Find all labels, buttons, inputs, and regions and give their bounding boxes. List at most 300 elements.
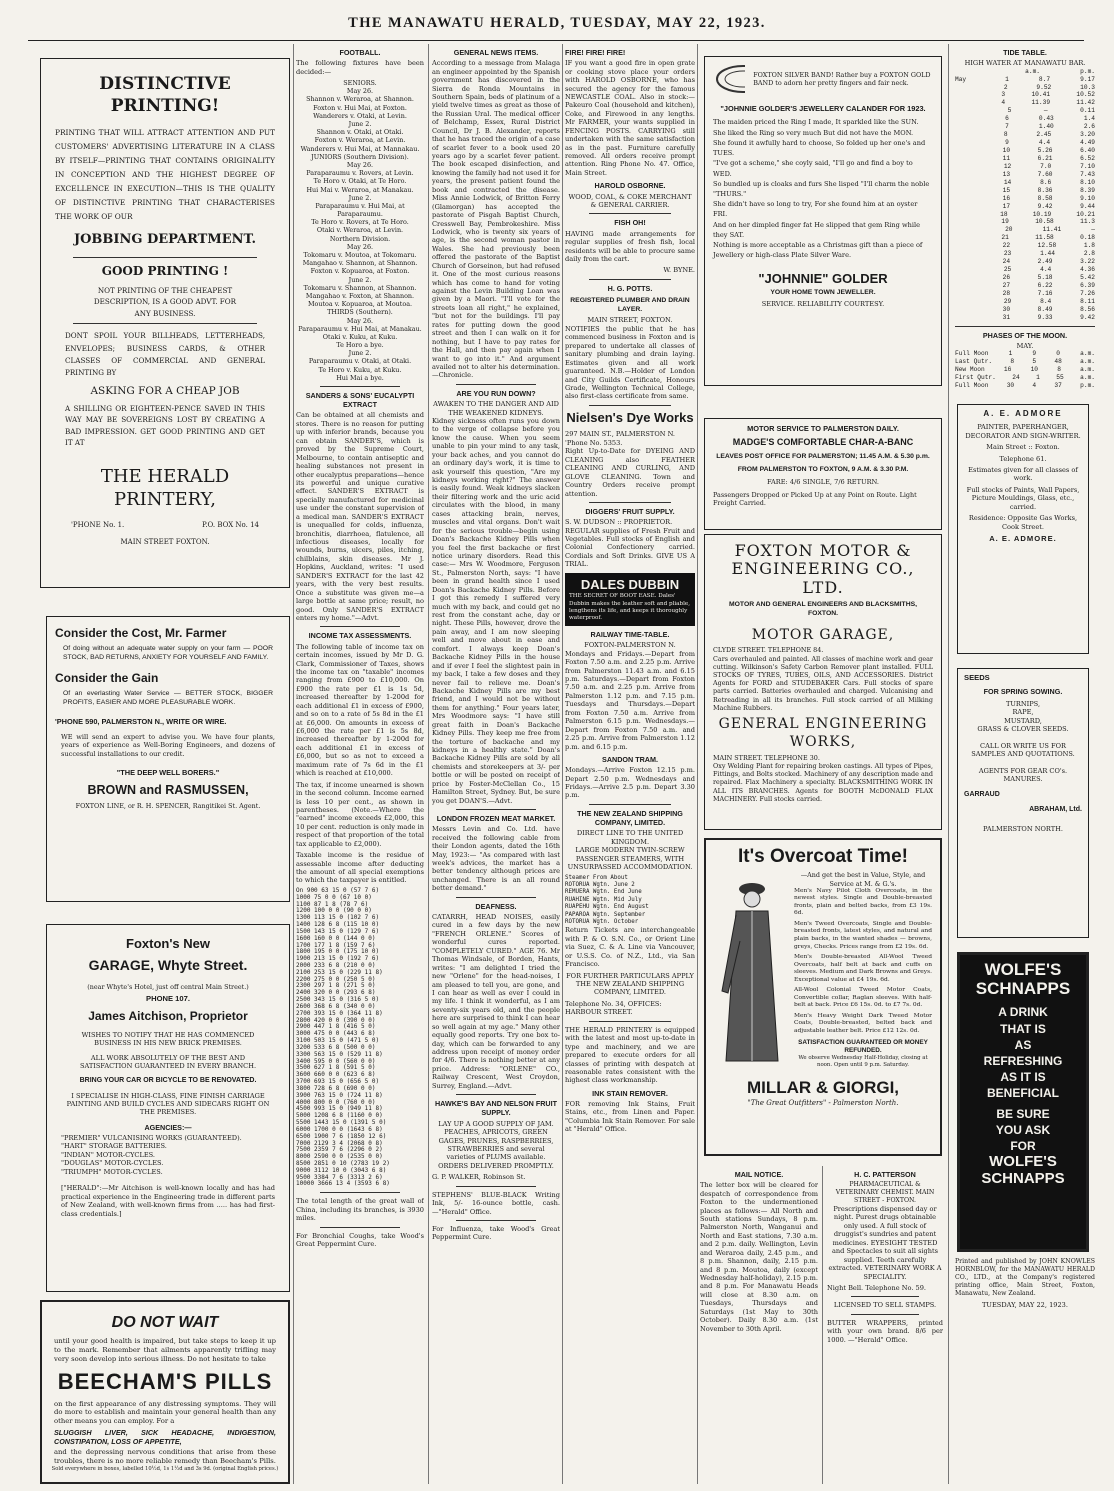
income-tax-table	[296, 888, 424, 1188]
table-row: 9000 3112 10 0 (3043 6 8)	[296, 1166, 387, 1174]
divider	[456, 1186, 536, 1187]
table-cell: Last Qutr.	[955, 358, 993, 366]
news-title: GENERAL NEWS ITEMS.	[453, 48, 539, 57]
printing-ad-address: MAIN STREET FOXTON.	[120, 537, 210, 546]
garage-ad-agency-list	[61, 1134, 275, 1176]
wolfes-line: WOLFE'S SCHNAPPS	[981, 1153, 1065, 1187]
table-row: 3200 533 6 8 (500 0 0)	[296, 1043, 376, 1051]
list-item: Paraparaumu v. Hui Mai, at Paraparaumu.	[315, 201, 405, 219]
column-divider	[822, 1166, 823, 1484]
tide-month	[955, 274, 975, 282]
list-item: She liked the Ring so very much But did not have the MON.	[713, 128, 914, 137]
overcoat-ad	[704, 838, 942, 1156]
list-item: Men's Tweed Overcoats, Single and Double-breasted fronts, latest styles, and natural and plain backs, in the wanted shades — browns, greys, Checks. Prices range from £2 19s. 6d.	[794, 920, 932, 950]
table-cell: 4.49	[1080, 139, 1095, 147]
hawkes-body: LAY UP A GOOD SUPPLY OF JAM. PEACHES, APRICOTS, GREEN GAGES, PRUNES, RASPBERRIES, STRAWBERRIES and several varieties of PLUMS available. ORDERS DELIVERED PROMPTLY.	[438, 1119, 554, 1170]
list-item: May 26.	[346, 160, 374, 169]
ship-table	[565, 875, 695, 927]
tide-header-cell: a.m.	[1025, 67, 1040, 75]
list-item: "I've got a scheme," she coyly said, "I'll go and find a boy to WED.	[713, 159, 913, 178]
list-item: Paraparaumu v. Otaki, at Otaki.	[308, 357, 412, 366]
table-cell: 2.49	[1037, 258, 1053, 266]
table-cell: Full Moon	[955, 382, 989, 390]
list-item: Residence: Opposite Gas Works, Cook Street.	[968, 514, 1078, 531]
table-cell: 6.52	[1080, 154, 1095, 162]
farmer-ad-b3: WE will send an expert to advise you. We have four plants, years of experience as Well-Boring Engineers, and dozens of successful installations to our credit.	[61, 732, 275, 758]
beecham-ad-b4: and the depressing nervous conditions that arise from these troubles, there is no more reliable remedy than Beecham's Pills.	[54, 1448, 276, 1465]
table-row: 1900 213 15 0 (192 7 6)	[296, 955, 380, 963]
wolfes-line: AS	[1014, 1037, 1032, 1052]
satisfaction-note: SATISFACTION GUARANTEED OR MONEY REFUNDED.	[798, 1038, 928, 1054]
tram-title: SANDON TRAM.	[602, 754, 658, 764]
man-in-overcoat-illustration	[714, 871, 790, 1071]
list-item: Foxton v. Hui Mai, at Foxton.	[313, 103, 407, 112]
table-row	[955, 203, 1095, 211]
table-cell: 10	[1002, 147, 1011, 155]
table-cell: 55	[1056, 374, 1064, 382]
list-item: RAPE,	[1012, 708, 1034, 717]
table-row: 8500 2851 0 10 (2783 19 2)	[296, 1160, 390, 1167]
table-cell: 1.8	[1083, 242, 1095, 250]
tide-header-cell: p.m.	[1080, 67, 1095, 75]
beecham-ad-b1: until your good health is impaired, but take steps to keep it up to the mark. Remember that ailments apparently trifling may very soon develop into serious illness. Do not hesitate to take	[54, 1337, 276, 1363]
nielsen-addr: 297 MAIN ST., PALMERSTON N.	[565, 430, 676, 439]
divider	[456, 384, 536, 385]
palmerston-north: PALMERSTON NORTH.	[983, 825, 1063, 834]
table-row	[955, 123, 1095, 131]
football-intro: The following fixtures have been decided:—	[296, 59, 424, 76]
table-row: Steamer From About	[565, 874, 628, 881]
seeds-ad	[957, 668, 1089, 938]
table-cell: 10.52	[1076, 91, 1095, 99]
tram-body: Mondays.—Arrive Foxton 12.15 p.m. Depart 2.50 p.m. Wednesdays and Fridays.—Arrive 2.5 p.m. Depart 3.30 p.m.	[565, 766, 695, 800]
list-item: THIRDS (Southern).	[327, 308, 393, 317]
table-row	[955, 115, 1095, 123]
clyde-street: CLYDE STREET. TELEPHONE 84.	[713, 646, 824, 655]
divider	[73, 257, 257, 258]
foxton-motor-title: FOXTON MOTOR & ENGINEERING CO., LTD.	[731, 541, 915, 597]
column-6	[955, 44, 1095, 1484]
golder-ad	[704, 56, 942, 386]
table-cell: 24	[1012, 374, 1020, 382]
printing-ad-good-body: NOT PRINTING OF THE CHEAPEST DESCRIPTION, IS A GOOD ADVT. FOR ANY BUSINESS.	[93, 285, 237, 318]
beecham-ad-h1: DO NOT WAIT	[111, 1314, 219, 1331]
list-item: Men's Double-breasted All-Wool Tweed Overcoats, half belt at back and cuffs on sleeves. Medium and Dark Browns and Greys. Exceptional value at £4 19s. 6d.	[794, 954, 932, 983]
printing-ad-contact	[71, 521, 259, 530]
tide-title: TIDE TABLE.	[1003, 48, 1047, 57]
table-row: 1600 160 0 0 (144 0 0)	[296, 934, 376, 942]
table-cell: 3.22	[1080, 258, 1095, 266]
list-item: All-Wool Colonial Tweed Motor Coats, Convertible collar, Raglan sleeves. With half-belt at back. Price £6 15s. 0d. to £7 7s. 0d.	[794, 987, 932, 1009]
table-cell: 21	[1001, 234, 1009, 242]
printing-ad-box: P.O. BOX No. 14	[202, 520, 259, 529]
table-cell: 48	[1054, 358, 1062, 366]
patterson-licence: LICENSED TO SELL STAMPS.	[833, 1301, 937, 1310]
beecham-ad-b5: Sold everywhere in boxes, labelled 10½d, 1s 1½d and 3s 9d. (original English prices.)	[51, 1465, 279, 1472]
table-cell: 2.45	[1036, 131, 1052, 139]
table-cell: 5.18	[1037, 274, 1053, 282]
madge-from: FROM PALMERSTON TO FOXTON, 9 A.M. & 3.30 P.M.	[737, 465, 909, 473]
farmer-ad-h2: Consider the Gain	[55, 670, 159, 685]
table-row	[955, 99, 1095, 107]
list-item: Foxton v. Weraroa, at Levin.	[314, 136, 406, 145]
list-item: SENIORS.	[343, 79, 377, 88]
table-cell: 3	[1001, 91, 1006, 99]
fish-title: FISH OH!	[614, 218, 646, 228]
patterson-ad	[827, 1166, 943, 1484]
table-row: 3000 475 0 0 (443 6 8)	[296, 1030, 376, 1038]
table-row: 1200 100 0 0 (90 0 0)	[296, 907, 372, 915]
table-cell: 15	[1002, 186, 1011, 194]
tide-month	[955, 282, 975, 290]
divider	[73, 323, 257, 324]
fire-title: FIRE! FIRE! FIRE!	[565, 48, 626, 57]
fire-body: IF you want a good fire in open grate or cooking stove place your orders with HAROLD OSBORNE, who has secured the agency for the famous NEWCASTLE COAL. Also in stock:—Pakeuro Coal (household and kitchen), Coke, and Firewood in any lengths. Mr FARMER, your wants supplied in FENCING POSTS. CARRYING still undertaken with the same satisfaction as in the past. Furniture carefully removed. All orders receive prompt attention. Ring Phone No. 47. Office, Main Street.	[565, 59, 695, 177]
tide-month	[955, 84, 975, 92]
half-holiday-note: We observe Wednesday Half-Holiday, closing at noon. Open until 9 p.m. Saturday.	[798, 1054, 928, 1068]
table-row	[955, 155, 1095, 163]
wolfes-title: WOLFE'S SCHNAPPS	[975, 960, 1071, 998]
printing-ad-saving: A SHILLING OR EIGHTEEN-PENCE SAVED IN THIS WAY MAY BE SOVEREIGNS LOST BY CREATING A BAD IMPRESSION. GET GOOD PRINTING AND GET IT AT	[65, 403, 265, 448]
table-cell: 11	[1002, 154, 1011, 162]
ring-icon	[713, 62, 745, 96]
list-item: Mangahao v. Shannon, at Shannon.	[302, 259, 418, 268]
table-cell: 1	[1005, 75, 1009, 83]
tide-header	[955, 68, 1095, 76]
table-cell: 13	[1002, 170, 1011, 178]
potts-sub: REGISTERED PLUMBER AND DRAIN LAYER.	[570, 297, 690, 313]
madge-leave: LEAVES POST OFFICE FOR PALMERSTON; 11.45 A.M. & 5.30 p.m.	[716, 452, 930, 460]
football-fixtures	[296, 79, 424, 382]
garage-ad-sub: (near Whyte's Hotel, just off central Main Street.)	[87, 982, 249, 991]
great-wall-note: The total length of the great wall of China, including its branches, is 3930 miles.	[296, 1197, 424, 1223]
list-item: Te Horo v. Otaki, at Te Horo.	[313, 177, 407, 186]
wolfes-line: AS IT IS	[1000, 1070, 1046, 1085]
engineering-services: Oxy Welding Plant for repairing broken castings. All types of Pipes, Fittings, and Bolts stocked. Machinery of any description made and repaired. Flax Machinery a specialty. BLACKSMITHING WORK IN ALL ITS BRANCHES. Agents for BOOTH McDONALD FLAX MACHINERY. Full stocks carried.	[713, 761, 933, 803]
table-cell: 1.44	[1040, 250, 1055, 258]
table-cell: 1	[1036, 374, 1040, 382]
tide-month	[955, 187, 975, 195]
divider	[456, 897, 536, 898]
table-row: PAPAROA Wgtn. September	[565, 911, 646, 918]
list-item: Paraparaumu v. Rovers, at Levin.	[306, 169, 414, 178]
table-row: 2400 320 0 0 (293 6 8)	[296, 989, 376, 997]
masthead	[0, 14, 1114, 40]
madge-name: MADGE'S COMFORTABLE CHAR-A-BANC	[732, 437, 914, 448]
tide-month	[955, 314, 975, 322]
table-cell: 11.42	[1076, 99, 1095, 107]
tide-month	[955, 266, 975, 274]
list-item: "DOUGLAS" MOTOR-CYCLES.	[61, 1159, 164, 1168]
table-row: ROTORUA Wgtn. June 2	[565, 881, 635, 888]
garage-services: Cars overhauled and painted. All classes of machine work and gear cutting. Wilkinson's Safety Carbon Remover plant installed. FULL STOCKS OF TYRES, TUBES, OILS, AND ACCESSORIES. District Agents for FORD and STUDEBAKER Cars. Full stocks of spare parts carried. Batteries overhauled and charged. Vulcanising and Retreading in all its branches. Full stock carried of all Milking Machine Rubbers.	[713, 654, 933, 712]
list-item: The maiden priced the Ring I made, It sparkled like the SUN.	[713, 118, 919, 127]
column-divider	[293, 44, 294, 1484]
list-item: Otaki v. Weraroa, at Levin.	[316, 226, 404, 235]
table-cell: a.m.	[1080, 366, 1095, 374]
table-cell: 4	[1001, 99, 1006, 107]
tide-month	[955, 91, 975, 99]
ink-title: INK STAIN REMOVER.	[592, 1088, 668, 1098]
table-cell: 16	[1002, 194, 1011, 202]
table-row: RUAPEHU Wgtn. End August	[565, 904, 649, 911]
divider	[456, 809, 536, 810]
table-cell: 9.10	[1080, 194, 1095, 202]
foxton-motor-ad	[704, 534, 942, 830]
motor-garage-title: MOTOR GARAGE,	[751, 626, 895, 643]
osborne-sub: WOOD, COAL, & COKE MERCHANT & GENERAL CARRIER.	[568, 192, 692, 209]
overcoat-sub: —And get the best in Value, Style, and Service at M. & G.'s.	[800, 871, 926, 888]
table-row: 3300 563 15 0 (529 11 8)	[296, 1050, 383, 1058]
list-item: Te Horo a bye.	[336, 341, 384, 350]
list-item: "HART" STORAGE BATTERIES.	[61, 1142, 167, 1151]
potts-addr: MAIN STREET, FOXTON.	[587, 316, 673, 325]
list-item: Te Horo v. Rovers, at Te Horo.	[311, 218, 409, 227]
table-cell: a.m.	[1080, 358, 1095, 366]
divider	[851, 1296, 919, 1297]
table-cell: 2.6	[1083, 123, 1095, 131]
butter-wrappers: BUTTER WRAPPERS, printed with your own brand. 8/6 per 1000. —"Herald" Office.	[827, 1318, 943, 1344]
table-cell: 10.58	[1035, 218, 1054, 226]
diggers-body: REGULAR supplies of Fresh Fruit and Vegetables. Full stocks of English and Colonial Confectionery carried. Cordials and Soft Drinks. GIVE US A TRIAL.	[565, 526, 695, 569]
patterson-title: H. C. PATTERSON	[854, 1170, 916, 1179]
table-row: 7500 2359 7 6 (2296 0 2)	[296, 1146, 383, 1154]
diggers-prop: S. W. DUDSON :: PROPRIETOR.	[565, 518, 673, 527]
table-row: 6000 1700 0 0 (1643 6 8)	[296, 1125, 383, 1133]
table-cell: 4.4	[1040, 266, 1052, 274]
list-item: So bundled up is cloaks and furs She lisped "I'll charm the noble "THURS."	[713, 179, 930, 198]
divider	[589, 279, 671, 280]
tide-sub: HIGH WATER AT MANAWATU BAR.	[964, 59, 1086, 68]
masthead-title: THE MANAWATU HERALD, TUESDAY, MAY 22, 1923.	[348, 15, 766, 31]
tide-month	[955, 203, 975, 211]
table-cell: 9.42	[1080, 313, 1095, 321]
table-cell: 7.60	[1037, 170, 1053, 178]
table-row	[955, 374, 1095, 382]
beecham-ad	[40, 1300, 290, 1484]
millar-sub: "The Great Outfitters" - Palmerston North.	[747, 1099, 899, 1108]
table-cell: 11.3	[1080, 218, 1095, 226]
divider	[320, 1192, 400, 1193]
ship-particulars: FOR FURTHER PARTICULARS APPLY THE NEW ZEALAND SHIPPING COMPANY, LIMITED.	[566, 971, 694, 997]
walker-signature: G. P. WALKER, Robinson St.	[432, 1173, 526, 1182]
garage-ad-agencies: AGENCIES:—	[144, 1122, 192, 1132]
list-item: Main Street :: Foxton.	[986, 443, 1060, 452]
table-cell: 6.40	[1080, 147, 1095, 155]
list-item: JUNIORS (Southern Division).	[311, 152, 409, 161]
list-item: Tokomaru v. Shannon, at Shannon.	[303, 283, 417, 292]
table-cell: 0.43	[1038, 115, 1054, 123]
rail-sub: FOXTON-PALMERSTON N.	[584, 641, 676, 650]
table-cell: 0.11	[1080, 107, 1095, 115]
tide-month	[955, 171, 975, 179]
table-row	[955, 163, 1095, 171]
millar-giorgi: MILLAR & GIORGI,	[746, 1078, 900, 1098]
table-row	[955, 266, 1095, 274]
table-row: 2600 368 6 8 (340 0 0)	[296, 1002, 376, 1010]
list-item: Otaki v. Kuku, at Kuku.	[322, 332, 398, 341]
list-item: May 26.	[346, 242, 374, 251]
table-cell: 28	[1002, 289, 1011, 297]
rail-title: RAILWAY TIME-TABLE.	[590, 630, 670, 640]
table-row	[955, 171, 1095, 179]
moon-table	[955, 350, 1095, 390]
farmer-ad-phone: 'PHONE 590, PALMERSTON N., WRITE OR WIRE.	[55, 717, 227, 727]
table-cell: 10.3	[1080, 83, 1095, 91]
table-row: 3700 693 15 0 (656 5 0)	[296, 1078, 380, 1086]
table-row	[955, 76, 1095, 84]
overcoat-lines	[794, 871, 932, 1071]
list-item: June 2.	[348, 120, 372, 129]
printing-ad-good: GOOD PRINTING !	[101, 263, 229, 278]
news-body: According to a message from Malaga an engineer appointed by the Spanish government has discovered in the Sierra de Ronda Mountains in Southern Spain, beds of platinum of a yield twelve times as great as those of the Russian Ural. The medical officer of Belchamp, Essex, Rural District Council, Dr J. B. Alexander, reports that he has traced the origin of a case of scarlet fever to a book used 20 years ago by a scarlet fever patient. The book escaped disinfection, and knowing the family had not used it for years, the present patient found the book and contracted the disease. Miss Annie Lodwick, of Britton Ferry (Glamorgan) has accepted the pastorate of Pisgah Baptist Church, Cresswell Bay, Pembrokeshire. Miss Lodwick, who is twenty six years of age, is the second woman pastor in Wales. She had previously been offered the pastorate of the Baptist Church of Gorseinon, but had refused it. One of the most curious reasons which has come to hand for voting against the Levin Building Loan was given by a Maori. "I'll vote for the streets loan all right," he explained, "but not for the buildings. I'll pay rates for putting down the good street and then I can walk on it for nothing, but I have to pay rates for the Hall, and then pay again when I want to go into it." And argument availed not to alter his determination.—Chronicle.	[432, 59, 560, 380]
meat-body: Messrs Levin and Co. Ltd. have received the following cable from their London agents, dated the 16th May, 1923:— "As compared with last week's advices, the market has a better tendency although prices are unchanged. There is an all round better demand."	[432, 825, 560, 893]
farmer-ad-h1: Consider the Cost, Mr. Farmer	[55, 626, 227, 640]
list-item: Men's Navy Pilot Cloth Overcoats, in the newest styles. Single and Double-breasted fronts, plain and belted backs, from £3 19s. 6d.	[794, 887, 932, 917]
mail-title: MAIL NOTICE.	[734, 1170, 784, 1179]
table-cell: 10	[1030, 366, 1038, 374]
table-row: 2800 420 0 0 (390 0 0)	[296, 1016, 376, 1024]
table-cell: 6.39	[1080, 281, 1095, 289]
list-item: AGENTS FOR GEAR CO's. MANURES.	[978, 766, 1068, 783]
list-item: She didn't have so long to try, For she found him at an oyster FRI.	[713, 200, 918, 219]
stephens-ink: STEPHENS' BLUE-BLACK Writing Ink, 5/- 16-ounce bottle, cash.—"Herald" Office.	[432, 1190, 560, 1216]
table-row: 1700 177 1 8 (159 7 6)	[296, 941, 376, 949]
table-cell: 18	[1000, 210, 1008, 218]
table-row: 2000 233 6 8 (210 0 0)	[296, 961, 376, 969]
column-divider	[562, 44, 563, 1484]
nielsen-title: Nielsen's Dye Works	[566, 409, 694, 425]
table-row	[955, 234, 1095, 242]
table-cell: 5	[1032, 358, 1037, 366]
printing-ad-headline: DISTINCTIVE PRINTING!	[99, 74, 231, 116]
table-cell: 27	[1002, 281, 1011, 289]
madge-fare: FARE: 4/6 SINGLE, 7/6 RETURN.	[767, 478, 879, 487]
table-cell: 26	[1002, 274, 1011, 282]
table-row	[955, 290, 1095, 298]
table-cell: 1.4	[1083, 115, 1095, 123]
table-cell: 6.21	[1037, 154, 1053, 162]
divider	[589, 1021, 671, 1022]
tide-month	[955, 234, 975, 242]
table-row	[955, 211, 1095, 219]
table-cell: 12.58	[1037, 242, 1057, 250]
tide-month	[955, 218, 975, 226]
table-row: 2500 343 15 0 (316 5 0)	[296, 996, 380, 1004]
table-cell: 8.10	[1080, 178, 1095, 186]
table-cell: 10.21	[1076, 210, 1095, 218]
garage-ad-h1: Foxton's New	[126, 936, 210, 951]
madge-foot: Passengers Dropped or Picked Up at any Point on Route. Light Freight Carried.	[713, 490, 917, 507]
table-row: On 900 63 15 0 (57 7 6)	[296, 886, 380, 894]
table-row: 3900 763 15 0 (724 11 8)	[296, 1091, 383, 1099]
table-row: 10000 3666 13 4 (3593 6 8)	[296, 1180, 390, 1188]
ship-body: LARGE MODERN TWIN-SCREW PASSENGER STEAMERS, WITH UNSURPASSED ACCOMMODATION.	[567, 846, 693, 872]
table-cell: 23	[1003, 250, 1012, 258]
column-2	[296, 44, 424, 1484]
imprint-date: TUESDAY, MAY 22, 1923.	[982, 1300, 1068, 1309]
divider	[955, 326, 1095, 327]
abraham: ABRAHAM, Ltd.	[1029, 806, 1082, 814]
calendar-verse	[713, 117, 933, 260]
madge-ad	[704, 418, 942, 530]
table-cell: 19	[1001, 218, 1009, 226]
table-cell: p.m.	[1080, 382, 1095, 390]
table-cell: 5.42	[1080, 274, 1095, 282]
table-cell: 8.49	[1037, 305, 1053, 313]
garage-ad-prop: James Aitchison, Proprietor	[88, 1009, 248, 1024]
table-row	[955, 282, 1095, 290]
table-row: 2900 447 1 8 (416 5 0)	[296, 1023, 376, 1031]
table-cell: 8.11	[1080, 297, 1095, 305]
table-cell: 8.39	[1080, 186, 1095, 194]
table-row	[955, 258, 1095, 266]
table-row: 8000 2590 0 0 (2535 0 0)	[296, 1153, 383, 1161]
table-cell: 24	[1002, 258, 1011, 266]
farmer-ad-b2: Of an everlasting Water Service — BETTER STOCK, BIGGER PROFITS, EASIER AND MORE PLEASURABLE WORK.	[63, 690, 273, 706]
football-title: FOOTBALL.	[339, 48, 381, 57]
tide-month	[955, 139, 975, 147]
ship-title: THE NEW ZEALAND SHIPPING COMPANY, LIMITED.	[577, 808, 683, 828]
list-item: Shannon v. Otaki, at Otaki.	[316, 128, 404, 137]
table-row: 3800 728 6 8 (690 0 0)	[296, 1084, 376, 1092]
patterson-sub: PHARMACEUTICAL & VETERINARY CHEMIST. MAIN STREET - FOXTON.	[835, 1181, 935, 1205]
potts-body: NOTIFIES the public that he has commenced business in Foxton and is prepared to undertake all classes of sanitary plumbing and drain laying. Estimates given and all work guaranteed. N.B.—Holder of London and City Guilds Certificate, Honours Grade, Wellington Technical College, also first-class certificate from same.	[565, 324, 695, 401]
rundown-subtitle: AWAKEN TO THE DANGER AND AID THE WEAKENED KIDNEYS.	[433, 400, 559, 417]
garage-ad-b4: I SPECIALISE IN HIGH-CLASS, FINE FINISH CARRIAGE PAINTING AND BUILD CYCLES AND SIDECARS RIGHT ON THE PREMISES.	[66, 1091, 270, 1117]
fish-body: HAVING made arrangements for regular supplies of fresh fish, local residents will be able to procure same daily from the cart.	[565, 229, 695, 263]
tide-month	[955, 99, 975, 107]
table-row	[955, 314, 1095, 322]
tide-month	[955, 107, 975, 115]
table-row: 1300 113 15 0 (102 7 6)	[296, 914, 380, 922]
potts-title: H. G. POTTS.	[607, 283, 653, 293]
list-item: June 2.	[348, 349, 372, 358]
list-item: Northern Division.	[329, 234, 391, 243]
table-cell: 8	[1003, 131, 1008, 139]
patterson-body: Prescriptions dispensed day or night. Purest drugs obtainable only used. A full stock of druggist's sundries and patent medicines. EYESIGHT TESTED and Spectacles to suit all sights supplied. Teeth carefully extracted. VETERINARY WORK A SPECIALITY.	[828, 1205, 942, 1281]
general-engineering-title: GENERAL ENGINEERING WORKS,	[718, 715, 928, 750]
table-cell: 8.56	[1080, 305, 1095, 313]
table-cell: a.m.	[1080, 350, 1095, 358]
table-row	[955, 218, 1095, 226]
table-cell: First Qutr.	[955, 374, 996, 382]
golder-tag: SERVICE. RELIABILITY COURTESY.	[761, 299, 885, 308]
table-cell: 11.58	[1035, 234, 1054, 242]
table-row: 1000 75 0 0 (67 10 0)	[296, 893, 372, 901]
hawkes-title: HAWKE'S BAY AND NELSON FRUIT SUPPLY.	[434, 1099, 558, 1118]
tide-month	[955, 123, 975, 131]
table-row: 5000 1208 6 8 (1160 0 0)	[296, 1112, 383, 1120]
wolfes-ad	[957, 952, 1089, 1252]
table-row	[955, 298, 1095, 306]
motor-service-title: MOTOR SERVICE TO PALMERSTON DAILY.	[747, 424, 899, 433]
column-divider	[697, 44, 698, 1484]
golder-top-text: FOXTON SILVER BAND! Rather buy a FOXTON GOLD BAND to adorn her pretty fingers and fair neck.	[753, 70, 931, 87]
table-cell: a.m.	[1080, 374, 1095, 382]
table-cell: 9.17	[1080, 75, 1095, 83]
table-cell: 10.41	[1031, 91, 1051, 99]
table-row: 9500 3384 7 6 (3313 2 6)	[296, 1173, 383, 1181]
table-cell: 8.6	[1040, 178, 1052, 186]
table-row	[955, 274, 1095, 282]
mail-body: The letter box will be cleared for despatch of correspondence from Foxton to the undermentioned places as follows:— All North and South stations Sundays, 8 p.m. Palmerston North, Wanganui and North and East stations, 7.30 a.m. and 2 p.m. daily. Wellington, Levin and Weraroa daily, 2.45 p.m., and 8 p.m. Shannon, daily, 2.15 p.m. and 8 p.m. Moutoa, daily (except Wednesday half-holiday), 2.15 p.m. and 8 p.m. For Manawatu Heads will close at 8.30 a.m. on Tuesdays, Thursdays and Saturdays (1st May to 30th October). Daily 8.30 a.m. (1st November to 30th April.	[700, 1181, 818, 1333]
tide-month	[955, 211, 975, 219]
table-cell: 29	[1003, 297, 1012, 305]
table-row: 3600 660 0 0 (623 6 8)	[296, 1071, 376, 1079]
list-item: Shannon v. Weraroa, at Shannon.	[306, 95, 414, 104]
list-item: MUSTARD,	[1004, 716, 1042, 725]
